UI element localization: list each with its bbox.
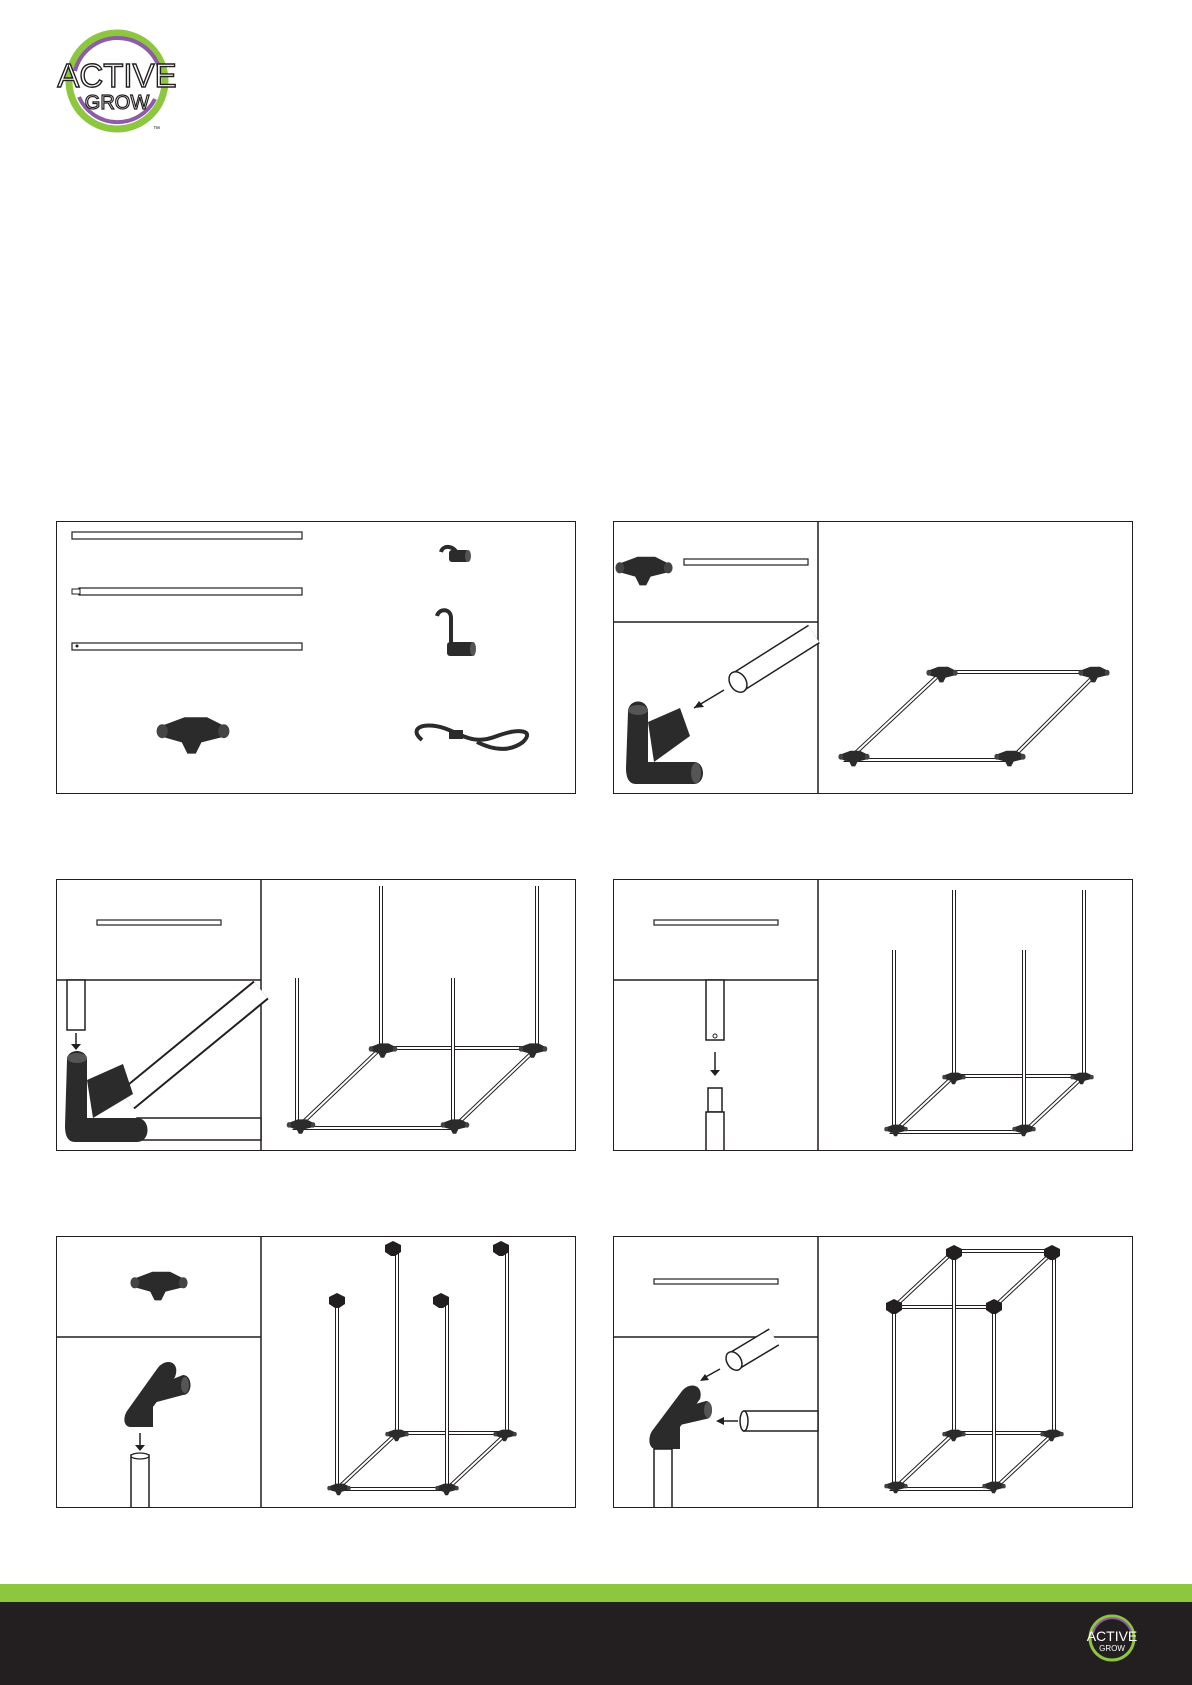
complete-frame-diagram [884,1245,1063,1493]
s-hook-icon [437,610,476,656]
long-pole [684,559,808,565]
footer-dark-band [0,1602,1192,1685]
top-connectors-diagram [327,1241,516,1495]
step-top-connectors-panel [56,1236,576,1508]
corner-connector-icon [130,1272,187,1301]
parts-list-panel [56,521,576,794]
step-base-frame-panel [613,521,1133,794]
long-pole [654,1279,778,1284]
lower-poles-diagram [287,886,548,1134]
footer-logo-text-grow: GROW [1099,1644,1125,1653]
step-lower-vertical-poles-panel [56,879,576,1151]
pole-with-end [72,588,302,595]
footer-green-band [0,1584,1192,1602]
short-pole [97,920,221,925]
upper-poles-diagram [884,890,1093,1136]
ratchet-strap-icon [417,725,528,748]
active-grow-logo-icon [55,27,180,139]
pole-with-hole [654,920,778,925]
logo-trademark: ™ [153,126,160,133]
logo-text-active: ACTIVE [57,57,177,94]
connector-closeup [626,634,814,784]
connector-closeup [124,1362,190,1508]
footer-logo-text-active: ACTIVE [1086,1628,1138,1644]
corner-connector-icon [615,557,672,586]
pole-joint-closeup [706,980,724,1151]
step-top-frame-panel [613,1236,1133,1508]
active-grow-logo-icon [1083,1613,1141,1665]
light-hook-icon [441,547,471,562]
pole-with-hole [72,643,302,650]
connector-closeup [649,1337,818,1508]
connector-closeup [65,980,261,1142]
corner-connector-icon [157,717,230,753]
base-frame-diagram [838,667,1109,767]
footer-logo [1083,1613,1141,1665]
step-upper-vertical-poles-panel [613,879,1133,1151]
logo-text-grow: GROW [84,92,150,114]
brand-logo [55,27,180,139]
long-pole [72,532,302,539]
